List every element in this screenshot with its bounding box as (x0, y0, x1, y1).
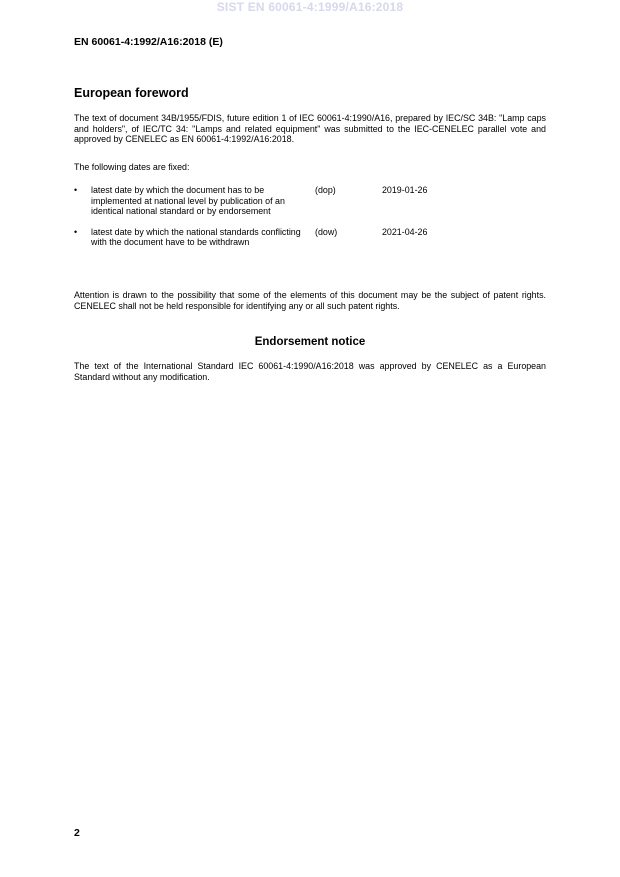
page-number: 2 (74, 827, 80, 839)
watermark: SIST EN 60061-4:1999/A16:2018 (216, 0, 404, 14)
document-header: EN 60061-4:1992/A16:2018 (E) (74, 36, 223, 48)
date-code: (dow) (315, 226, 338, 237)
bullet-glyph: • (74, 185, 78, 195)
date-description: latest date by which the national standards conflicting with the document have to be withdrawn (91, 226, 301, 248)
foreword-heading: European foreword (74, 86, 189, 100)
patent-attention-paragraph: Attention is drawn to the possibility that some of the elements of this document may be the subject of patent rights. CENELEC shall not be held responsible for identifying any or all such patent rights. (74, 290, 546, 311)
date-code: (dop) (315, 185, 336, 195)
foreword-intro-paragraph: The text of document 34B/1955/FDIS, future edition 1 of IEC 60061-4:1990/A16, prepared by IEC/SC 34B: "Lamp caps and holders", of IEC/TC 34: "Lamps and related equipment" was submitted to the IEC-CENELEC parallel vote and approved by CENELEC as EN 60061-4:1992/A16:2018. (74, 113, 546, 145)
bullet-glyph: • (74, 226, 78, 237)
date-value: 2019-01-26 (382, 185, 428, 195)
list-item-dow (74, 227, 546, 248)
date-value: 2021-04-26 (382, 226, 428, 237)
endorsement-paragraph: The text of the International Standard IEC 60061-4:1990/A16:2018 was approved by CENELEC as a European Standard without any modification. (74, 361, 546, 382)
date-description: latest date by which the document has to be implemented at national level by publication of an identical national standard or by endorsement (91, 185, 285, 217)
list-item-dop (74, 185, 546, 217)
endorsement-heading: Endorsement notice (254, 336, 366, 348)
dates-intro-paragraph: The following dates are fixed: (74, 162, 190, 172)
dates-list (74, 185, 546, 248)
